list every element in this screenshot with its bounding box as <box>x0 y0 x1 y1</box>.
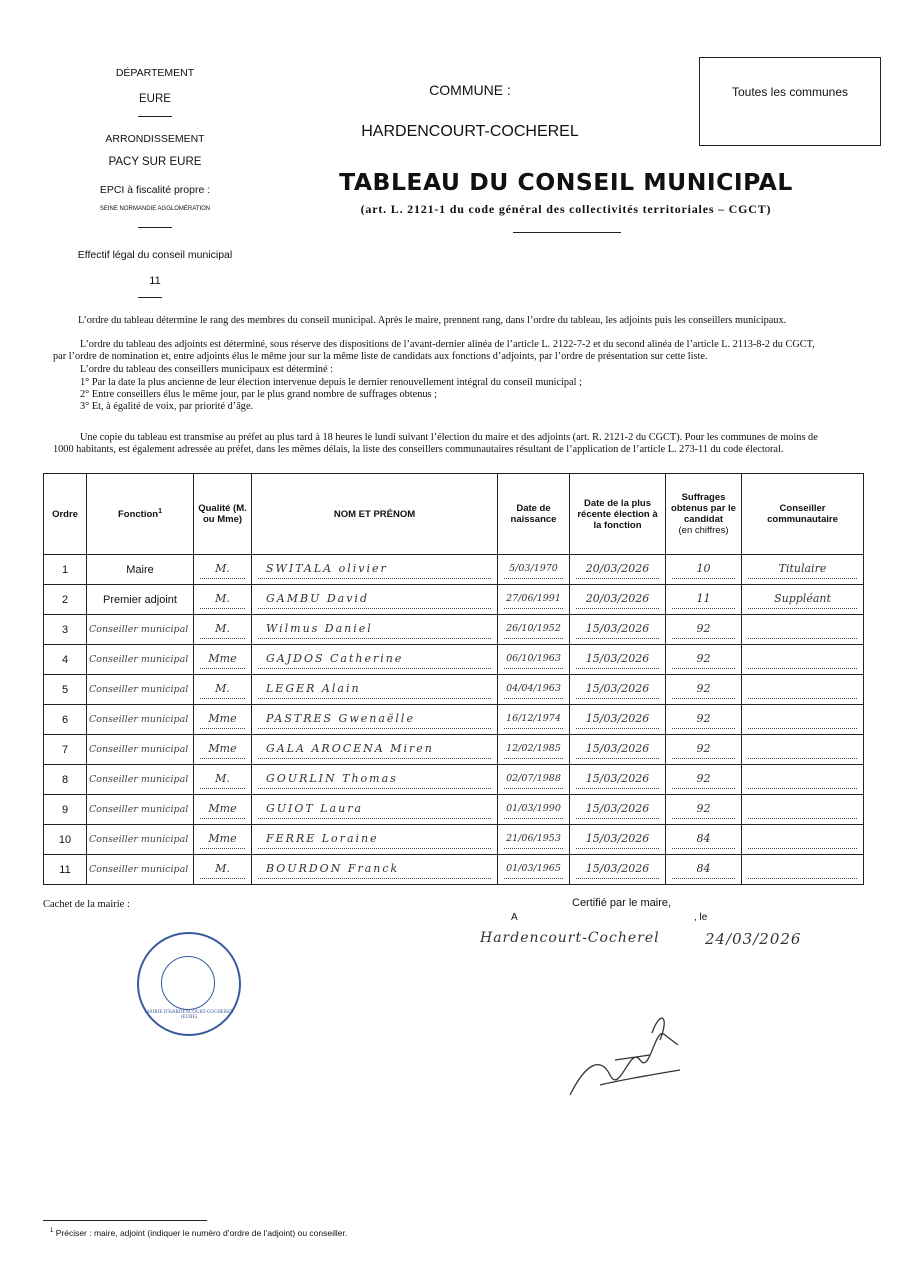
election-value: 15/03/2026 <box>585 711 650 725</box>
mairie-seal <box>137 932 241 1036</box>
cell-qualite <box>194 555 252 585</box>
nom-value: SWITALA olivier <box>266 561 388 575</box>
cell-fonction-text: Conseiller municipal <box>89 623 189 635</box>
cell-election <box>570 645 666 675</box>
paragraph: 2° Entre conseillers élus le même jour, par le plus grand nombre de suffrages obtenus ; <box>80 389 437 400</box>
cell-fonction: Premier adjoint <box>87 585 194 615</box>
cachet-label: Cachet de la mairie : <box>43 899 130 910</box>
seal-text: MAIRIE D'HARDENCOURT-COCHEREL (EURE) <box>144 1010 234 1020</box>
cell-naissance <box>498 825 570 855</box>
cell-fonction <box>87 825 194 855</box>
qualite-value: M. <box>215 561 230 575</box>
effectif-label: Effectif légal du conseil municipal <box>77 249 233 261</box>
divider <box>513 232 621 233</box>
cell-suffrages <box>666 645 742 675</box>
cell-suffrages <box>666 705 742 735</box>
election-value: 15/03/2026 <box>585 741 650 755</box>
col-naissance: Date de naissance <box>498 474 570 555</box>
cell-suffrages <box>666 855 742 885</box>
nom-value: GUIOT Laura <box>266 801 364 815</box>
qualite-value: M. <box>215 771 230 785</box>
nom-value: FERRE Loraine <box>266 831 379 845</box>
col-suffrages-sub: (en chiffres) <box>678 525 729 536</box>
suffrages-value: 92 <box>696 711 711 725</box>
paragraph: L’ordre du tableau des conseillers municipaux est déterminé : <box>80 364 333 375</box>
cell-suffrages <box>666 765 742 795</box>
cell-fonction <box>87 735 194 765</box>
cell-suffrages <box>666 555 742 585</box>
divider <box>138 297 162 298</box>
communautaire-value: Suppléant <box>774 591 831 605</box>
footnote-text: Préciser : maire, adjoint (indiquer le numéro d’ordre de l’adjoint) ou conseiller. <box>55 1228 348 1238</box>
cell-suffrages <box>666 615 742 645</box>
cell-fonction-text: Conseiller municipal <box>89 833 189 845</box>
cell-election <box>570 675 666 705</box>
cell-communautaire <box>742 795 864 825</box>
cell-election <box>570 615 666 645</box>
suffrages-value: 92 <box>696 651 711 665</box>
col-ordre: Ordre <box>44 474 87 555</box>
cell-ordre: 7 <box>44 735 87 765</box>
cell-suffrages <box>666 675 742 705</box>
footnote-divider <box>43 1220 207 1221</box>
qualite-value: Mme <box>208 801 237 815</box>
naissance-value: 5/03/1970 <box>509 562 558 574</box>
naissance-value: 21/06/1953 <box>506 832 561 844</box>
table-row <box>44 645 864 675</box>
cell-ordre: 1 <box>44 555 87 585</box>
naissance-value: 02/07/1988 <box>506 772 561 784</box>
naissance-value: 27/06/1991 <box>506 592 561 604</box>
suffrages-value: 92 <box>696 771 711 785</box>
col-suffrages-label: Suffrages obtenus par le candidat <box>671 492 736 525</box>
qualite-value: M. <box>215 861 230 875</box>
page-title: TABLEAU DU CONSEIL MUNICIPAL <box>339 168 793 196</box>
communautaire-value: Titulaire <box>778 561 827 575</box>
cell-naissance <box>498 555 570 585</box>
cell-qualite <box>194 675 252 705</box>
paragraph: 1000 habitants, est également adressée au préfet, dans les mêmes délais, la liste des conseillers communautaires résultant de l’application de l’article L. 273-11 du code électoral. <box>53 444 784 455</box>
col-fonction <box>87 474 194 555</box>
cell-qualite <box>194 735 252 765</box>
cell-qualite <box>194 585 252 615</box>
nom-value: GALA AROCENA Miren <box>266 741 434 755</box>
nom-value: GAMBU David <box>266 591 369 605</box>
cell-fonction-text: Conseiller municipal <box>89 863 189 875</box>
election-value: 15/03/2026 <box>585 831 650 845</box>
commune-value: HARDENCOURT-COCHEREL <box>361 123 579 140</box>
cell-communautaire <box>742 645 864 675</box>
paragraph: Une copie du tableau est transmise au préfet au plus tard à 18 heures le lundi suivant l’élection du maire et des adjoints (art. R. 2121-2 du CGCT). Pour les communes de moins de <box>80 432 818 443</box>
cell-fonction-text: Conseiller municipal <box>89 653 189 665</box>
table-row <box>44 675 864 705</box>
cell-communautaire <box>742 675 864 705</box>
cell-qualite <box>194 795 252 825</box>
cell-communautaire <box>742 585 864 615</box>
cell-nom <box>252 585 498 615</box>
election-value: 15/03/2026 <box>585 771 650 785</box>
qualite-value: M. <box>215 591 230 605</box>
cell-nom <box>252 765 498 795</box>
cell-election <box>570 825 666 855</box>
election-value: 15/03/2026 <box>585 621 650 635</box>
footnote <box>50 1228 347 1238</box>
col-fonction-label: Fonction <box>117 509 159 521</box>
cell-election <box>570 705 666 735</box>
cell-qualite <box>194 615 252 645</box>
table-row <box>44 615 864 645</box>
cell-communautaire <box>742 615 864 645</box>
cell-qualite <box>194 645 252 675</box>
cell-fonction <box>87 645 194 675</box>
nom-value: Wilmus Daniel <box>266 621 373 635</box>
cell-suffrages <box>666 825 742 855</box>
cell-nom <box>252 675 498 705</box>
cell-election <box>570 555 666 585</box>
cell-ordre: 3 <box>44 615 87 645</box>
table-header-row <box>44 474 864 555</box>
council-table <box>43 473 864 885</box>
table-row <box>44 855 864 885</box>
cell-fonction <box>87 705 194 735</box>
cell-ordre: 11 <box>44 855 87 885</box>
qualite-value: Mme <box>208 831 237 845</box>
cell-fonction <box>87 765 194 795</box>
cell-election <box>570 765 666 795</box>
footnote-ref: 1 <box>158 507 162 515</box>
cell-naissance <box>498 705 570 735</box>
qualite-value: Mme <box>208 711 237 725</box>
cell-fonction-text: Conseiller municipal <box>89 803 189 815</box>
divider <box>138 116 172 117</box>
suffrages-value: 84 <box>696 831 711 845</box>
naissance-value: 12/02/1985 <box>506 742 561 754</box>
communes-box <box>699 57 881 146</box>
divider <box>138 227 172 228</box>
suffrages-value: 84 <box>696 861 711 875</box>
paragraph: L’ordre du tableau des adjoints est déterminé, sous réserve des dispositions de l’avant-dernier alinéa de l’article L. 2122-7-2 et du second alinéa de l’article L. 2113-8-2 du CGCT, <box>80 339 815 350</box>
col-suffrages <box>666 474 742 555</box>
table-row <box>44 735 864 765</box>
commune-label: COMMUNE : <box>429 82 511 98</box>
arrondissement-value: PACY SUR EURE <box>108 156 202 168</box>
epci-label: EPCI à fiscalité propre : <box>99 184 211 196</box>
election-value: 20/03/2026 <box>585 591 650 605</box>
cell-ordre: 2 <box>44 585 87 615</box>
cell-fonction <box>87 855 194 885</box>
table-row <box>44 795 864 825</box>
col-communautaire: Conseiller communautaire <box>742 474 864 555</box>
a-label: A <box>511 912 518 923</box>
cell-naissance <box>498 645 570 675</box>
qualite-value: M. <box>215 681 230 695</box>
epci-value: SEINE NORMANDIE AGGLOMÉRATION <box>99 206 211 212</box>
cell-ordre: 10 <box>44 825 87 855</box>
cell-election <box>570 735 666 765</box>
naissance-value: 06/10/1963 <box>506 652 561 664</box>
paragraph: par l’ordre de nomination et, entre adjoints élus le même jour sur la même liste de candidats aux fonctions d’adjoints, par l’ordre de présentation sur cette liste. <box>53 351 708 362</box>
cell-nom <box>252 615 498 645</box>
suffrages-value: 92 <box>696 681 711 695</box>
col-qualite: Qualité (M. ou Mme) <box>194 474 252 555</box>
table-row <box>44 765 864 795</box>
cell-naissance <box>498 765 570 795</box>
election-value: 20/03/2026 <box>585 561 650 575</box>
cell-communautaire <box>742 735 864 765</box>
page-subtitle: (art. L. 2121-1 du code général des collectivités territoriales – CGCT) <box>360 202 772 216</box>
cell-naissance <box>498 735 570 765</box>
lieu-handwritten: Hardencourt-Cocherel <box>480 930 660 946</box>
cell-ordre: 6 <box>44 705 87 735</box>
naissance-value: 01/03/1965 <box>506 862 561 874</box>
cell-fonction-text: Conseiller municipal <box>89 773 189 785</box>
nom-value: BOURDON Franck <box>266 861 400 875</box>
cell-communautaire <box>742 825 864 855</box>
cell-ordre: 8 <box>44 765 87 795</box>
cell-suffrages <box>666 735 742 765</box>
cell-naissance <box>498 855 570 885</box>
cell-election <box>570 795 666 825</box>
naissance-value: 04/04/1963 <box>506 682 561 694</box>
election-value: 15/03/2026 <box>585 861 650 875</box>
paragraph: L’ordre du tableau détermine le rang des membres du conseil municipal. Après le maire, prennent rang, dans l’ordre du tableau, les adjoints puis les conseillers municipaux. <box>78 315 787 326</box>
election-value: 15/03/2026 <box>585 651 650 665</box>
suffrages-value: 11 <box>696 591 711 605</box>
election-value: 15/03/2026 <box>585 801 650 815</box>
departement-label: DÉPARTEMENT <box>115 67 195 79</box>
cell-communautaire <box>742 855 864 885</box>
cell-fonction <box>87 615 194 645</box>
suffrages-value: 10 <box>696 561 711 575</box>
cell-fonction <box>87 675 194 705</box>
cell-naissance <box>498 585 570 615</box>
cell-election <box>570 855 666 885</box>
cell-qualite <box>194 825 252 855</box>
certifie-label: Certifié par le maire, <box>572 897 672 909</box>
cell-qualite <box>194 705 252 735</box>
qualite-value: Mme <box>208 651 237 665</box>
cell-ordre: 9 <box>44 795 87 825</box>
qualite-value: M. <box>215 621 230 635</box>
date-handwritten: 24/03/2026 <box>705 930 802 948</box>
qualite-value: Mme <box>208 741 237 755</box>
effectif-value: 11 <box>149 275 161 287</box>
cell-nom <box>252 735 498 765</box>
election-value: 15/03/2026 <box>585 681 650 695</box>
seal-emblem <box>161 956 215 1010</box>
footnote-number: 1 <box>50 1228 54 1235</box>
cell-nom <box>252 825 498 855</box>
arrondissement-label: ARRONDISSEMENT <box>105 133 205 145</box>
nom-value: GAJDOS Catherine <box>266 651 404 665</box>
paragraph: 1° Par la date la plus ancienne de leur élection intervenue depuis le dernier renouvellement intégral du conseil municipal ; <box>80 377 582 388</box>
table-row <box>44 825 864 855</box>
cell-fonction-text: Conseiller municipal <box>89 683 189 695</box>
mayor-signature <box>560 1005 690 1105</box>
table-row <box>44 585 864 615</box>
nom-value: LEGER Alain <box>266 681 361 695</box>
suffrages-value: 92 <box>696 801 711 815</box>
cell-communautaire <box>742 765 864 795</box>
col-nom: NOM ET PRÉNOM <box>252 474 498 555</box>
cell-suffrages <box>666 795 742 825</box>
cell-suffrages <box>666 585 742 615</box>
cell-nom <box>252 795 498 825</box>
cell-naissance <box>498 675 570 705</box>
cell-nom <box>252 705 498 735</box>
cell-nom <box>252 555 498 585</box>
naissance-value: 26/10/1952 <box>506 622 561 634</box>
naissance-value: 16/12/1974 <box>506 712 561 724</box>
col-election: Date de la plus récente élection à la fonction <box>570 474 666 555</box>
cell-ordre: 4 <box>44 645 87 675</box>
departement-value: EURE <box>139 93 171 105</box>
naissance-value: 01/03/1990 <box>506 802 561 814</box>
le-label: , le <box>694 912 708 923</box>
cell-nom <box>252 645 498 675</box>
cell-fonction-text: Conseiller municipal <box>89 713 189 725</box>
cell-naissance <box>498 615 570 645</box>
cell-nom <box>252 855 498 885</box>
nom-value: PASTRES Gwenaëlle <box>266 711 415 725</box>
cell-fonction: Maire <box>87 555 194 585</box>
table-row <box>44 705 864 735</box>
cell-communautaire <box>742 705 864 735</box>
cell-fonction <box>87 795 194 825</box>
suffrages-value: 92 <box>696 621 711 635</box>
table-row <box>44 555 864 585</box>
suffrages-value: 92 <box>696 741 711 755</box>
cell-communautaire <box>742 555 864 585</box>
cell-naissance <box>498 795 570 825</box>
cell-fonction-text: Conseiller municipal <box>89 743 189 755</box>
cell-qualite <box>194 855 252 885</box>
communes-box-text: Toutes les communes <box>731 85 849 99</box>
cell-ordre: 5 <box>44 675 87 705</box>
paragraph: 3° Et, à égalité de voix, par priorité d’âge. <box>80 401 254 412</box>
cell-election <box>570 585 666 615</box>
cell-qualite <box>194 765 252 795</box>
nom-value: GOURLIN Thomas <box>266 771 398 785</box>
